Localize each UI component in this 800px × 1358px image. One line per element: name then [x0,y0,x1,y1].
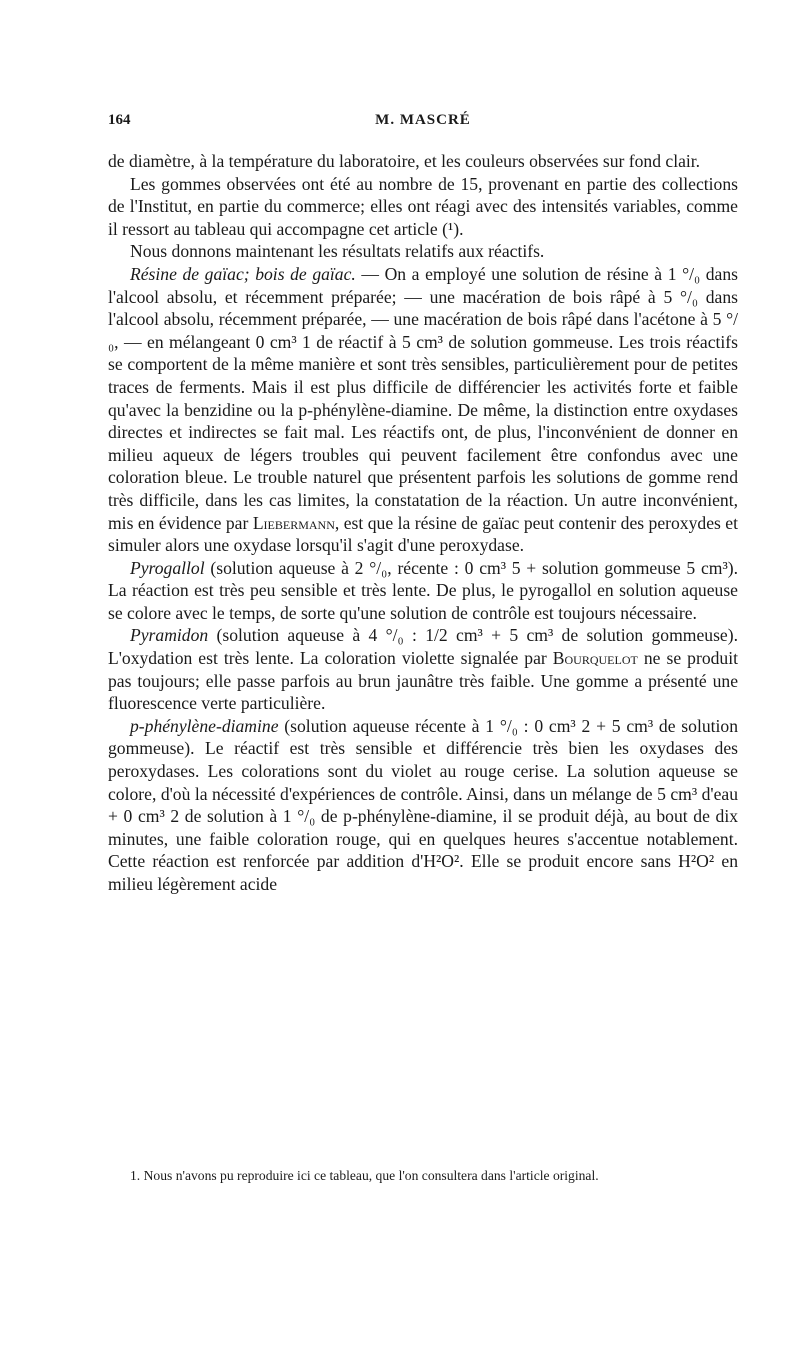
gaiac-text-b: , est que la résine de gaïac peut contenir des peroxydes et simuler alors une oxydase lorsqu'il s'agit d'une peroxydase. [108,512,738,556]
running-title: M. MASCRÉ [375,112,471,128]
body-text [108,150,738,896]
author-bourquelot: Bourquelot [552,648,638,669]
paragraph-gums: Les gommes observées ont été au nombre de 15, provenant en partie des collections de l'Institut, en partie du commerce; elles ont réagi avec des intensités variables, comme il ressort au tableau qui accompagne cet article (¹). [108,173,738,239]
section-title-pyramidon: Pyramidon [130,625,209,646]
paragraph-phenylene-diamine [108,715,738,896]
paragraph-intro-reagents: Nous donnons maintenant les résultats relatifs aux réactifs. [130,241,545,262]
section-title-gaiac: Résine de gaïac; bois de gaïac. [130,263,356,284]
section-title-pyrogallol: Pyrogallol [130,557,205,578]
pyrogallol-text: (solution aqueuse à 2 °/₀, récente : 0 cm³ 5 + solution gommeuse 5 cm³). La réaction est très peu sensible et très lente. De plus, le pyrogallol en solution aqueuse se colore avec le temps, de sorte qu'une solution de contrôle est toujours nécessaire. [108,557,738,623]
section-title-phenylene-diamine: p-phénylène-diamine [130,715,279,736]
paragraph-pyrogallol [108,557,738,625]
paragraph-continuation: de diamètre, à la température du laboratoire, et les couleurs observées sur fond clair. [108,151,701,171]
page-number: 164 [108,112,131,128]
footnote: 1. Nous n'avons pu reproduire ici ce tableau, que l'on consultera dans l'article original. [130,1168,599,1183]
paragraph-gaiac [108,263,738,557]
phenylene-diamine-text: (solution aqueuse récente à 1 °/₀ : 0 cm³ 2 + 5 cm³ de solution gommeuse). Le réactif est très sensible et différencie très bien les oxydases des peroxydases. Les colorations sont du violet au rouge cerise. La solution aqueuse se colore, d'où la nécessité d'expériences de contrôle. Ainsi, dans un mélange de 5 cm³ d'eau + 0 cm³ 2 de solution à 1 °/₀ de p-phénylène-diamine, il se produit déjà, au bout de dix minutes, une faible coloration rouge, qui en quelques heures s'accentue notablement. Cette réaction est renforcée par addition d'H²O². Elle se produit encore sans H²O² en milieu légèrement acide [108,715,738,894]
gaiac-text-a: — On a employé une solution de résine à 1 °/₀ dans l'alcool absolu, et récemment préparée; — une macération de bois râpé à 5 °/₀ dans l'alcool absolu, récemment préparée, — une macération de bois râpé dans l'acétone à 5 °/₀, — en mélangeant 0 cm³ 1 de réactif à 5 cm³ de solution gommeuse. Les trois réactifs se comportent de la même manière et sont très sensibles, particulièrement pour de petites traces de ferments. Mais il est plus difficile de différencier les activités forte et faible qu'avec la benzidine ou la p-phénylène-diamine. De même, la distinction entre oxydases directes et indirectes se fait mal. Les réactifs ont, de plus, l'inconvénient de donner en milieu aqueux de légers troubles qui peuvent facilement être confondus avec une coloration bleue. Le trouble naturel que présentent parfois les solutions de gomme rend très difficile, dans les cas limites, la constatation de la réaction. Un autre inconvénient, mis en évidence par [108,263,738,533]
author-liebermann: Liebermann [252,512,335,533]
pyramidon-text-a: (solution aqueuse à 4 °/₀ : 1/2 cm³ + 5 cm³ de solution gommeuse). L'oxydation est très lente. La coloration violette signalée par [108,625,738,669]
paragraph-pyramidon [108,624,738,714]
page-header [108,112,738,136]
pyramidon-text-b: ne se produit pas toujours; elle passe parfois au brun jaunâtre très faible. Une gomme a présenté une fluorescence verte particulière. [108,648,738,714]
